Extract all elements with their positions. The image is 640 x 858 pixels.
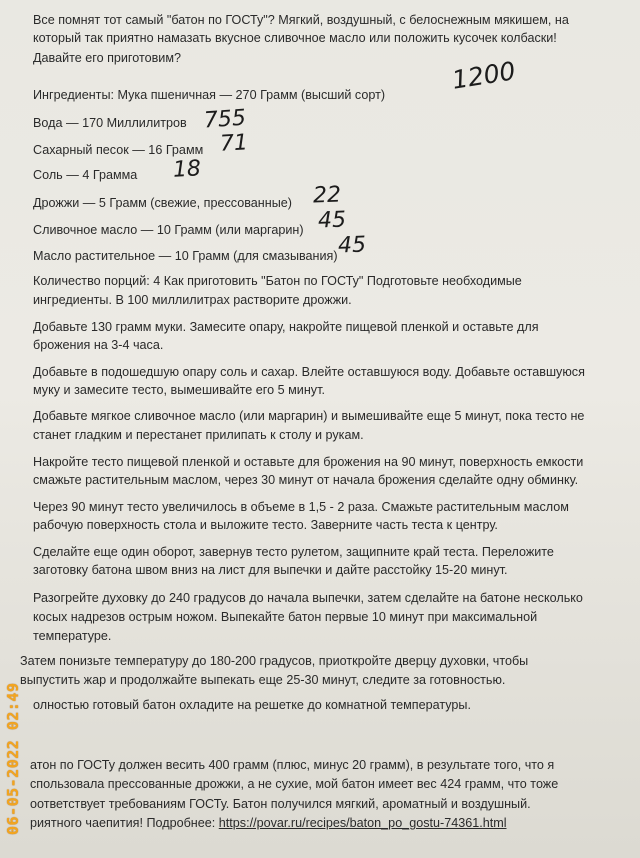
ingredient-butter: Сливочное масло — 10 Грамм (или маргарин) xyxy=(33,223,304,237)
step-6-line-1: Сделайте еще один оборот, завернув тесто рулетом, защипните край теста. Переложите xyxy=(33,545,554,559)
handwritten-note-1200: 1200 xyxy=(450,56,518,95)
step-5-line-1: Через 90 минут тесто увеличилось в объеме в 1,5 - 2 раза. Смажьте растительным маслом xyxy=(33,500,569,514)
step-5-line-2: рабочую поверхность стола и выложите тесто. Заверните часть теста к центру. xyxy=(33,518,498,532)
step-1-line-1: Добавьте 130 грамм муки. Замесите опару, накройте пищевой пленкой и оставьте для xyxy=(33,320,539,334)
intro-line-1: Все помнят тот самый "батон по ГОСТу"? Мягкий, воздушный, с белоснежным мякишем, на xyxy=(33,13,569,27)
servings-line-1: Количество порций: 4 Как приготовить "Батон по ГОСТу" Подготовьте необходимые xyxy=(33,274,522,288)
ingredient-water: Вода — 170 Миллилитров xyxy=(33,116,187,130)
intro-line-2: который так приятно намазать вкусное сливочное масло или положить кусочек колбаски! xyxy=(33,31,557,45)
step-8-line-2: выпустить жар и продолжайте выпекать еще 25-30 минут, следите за готовностью. xyxy=(20,673,506,687)
step-2-line-1: Добавьте в подошедшую опару соль и сахар. Влейте оставшуюся воду. Добавьте оставшуюся xyxy=(33,365,585,379)
ingredient-oil: Масло растительное — 10 Грамм (для смазывания) xyxy=(33,249,338,263)
handwritten-note-22: 22 xyxy=(312,182,342,209)
handwritten-note-18: 18 xyxy=(172,156,202,183)
step-6-line-2: заготовку батона швом вниз на лист для выпечки и дайте расстойку 15-20 минут. xyxy=(33,563,508,577)
handwritten-note-755: 755 xyxy=(203,105,247,134)
step-4-line-1: Накройте тесто пищевой пленкой и оставьте для брожения на 90 минут, поверхность емкости xyxy=(33,455,584,469)
step-7-line-3: температуре. xyxy=(33,629,112,643)
note-line-1: атон по ГОСТу должен весить 400 грамм (плюс, минус 20 грамм), в результате того, что я xyxy=(30,758,555,772)
servings-line-2: ингредиенты. В 100 миллилитрах растворите дрожжи. xyxy=(33,293,352,307)
date-timestamp: 06-05-2022 02:49 xyxy=(4,682,22,835)
step-1-line-2: брожения на 3-4 часа. xyxy=(33,338,164,352)
handwritten-note-71: 71 xyxy=(219,130,249,157)
step-3-line-2: станет гладким и перестанет прилипать к столу и рукам. xyxy=(33,428,364,442)
handwritten-note-45-oil: 45 xyxy=(337,232,367,259)
ingredient-salt: Соль — 4 Грамма xyxy=(33,168,138,182)
step-3-line-1: Добавьте мягкое сливочное масло (или маргарин) и вымешивайте еще 5 минут, пока тесто не xyxy=(33,409,585,423)
note-line-2: спользовала прессованные дрожжи, а не сухие, мой батон имеет вес 424 грамм, что тоже xyxy=(30,777,559,791)
step-2-line-2: муку и замесите тесто, вымешивайте его 5 минут. xyxy=(33,383,325,397)
step-7-line-1: Разогрейте духовку до 240 градусов до начала выпечки, затем сделайте на батоне несколько xyxy=(33,591,583,605)
intro-line-3: Давайте его приготовим? xyxy=(33,51,181,65)
note-line-4 xyxy=(30,813,507,833)
closing-text: риятного чаепития! Подробнее: xyxy=(30,816,219,830)
handwritten-note-45-butter: 45 xyxy=(317,207,347,234)
ingredient-sugar: Сахарный песок — 16 Грамм xyxy=(33,143,204,157)
ingredient-flour: Ингредиенты: Мука пшеничная — 270 Грамм (высший сорт) xyxy=(33,88,386,102)
step-4-line-2: смажьте растительным маслом, через 30 минут от начала брожения сделайте одну обминку. xyxy=(33,473,579,487)
note-line-3: оответствует требованиям ГОСТу. Батон получился мягкий, ароматный и воздушный. xyxy=(30,797,531,811)
step-8-line-1: Затем понизьте температуру до 180-200 градусов, приоткройте дверцу духовки, чтобы xyxy=(20,654,529,668)
source-link[interactable]: https://povar.ru/recipes/baton_po_gostu-74361.html xyxy=(218,816,507,830)
ingredient-yeast: Дрожжи — 5 Грамм (свежие, прессованные) xyxy=(33,196,292,210)
step-7-line-2: косых надрезов острым ножом. Выпекайте батон первые 10 минут при максимальной xyxy=(33,610,538,624)
step-9-line-1: олностью готовый батон охладите на решетке до комнатной температуры. xyxy=(33,698,471,712)
